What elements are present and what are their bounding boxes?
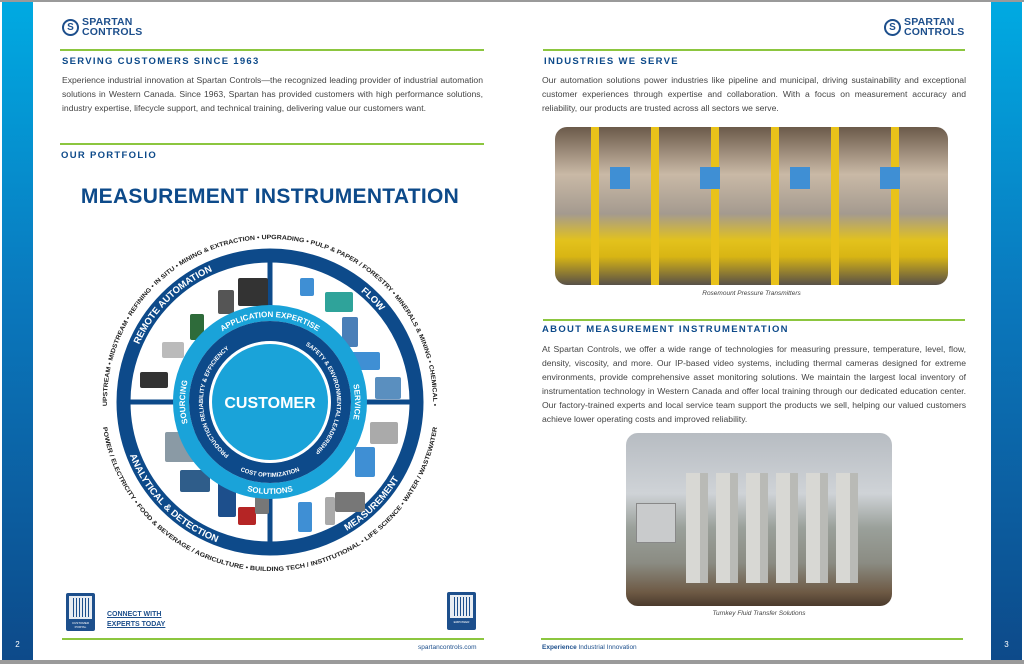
page-number: 3 [1004, 640, 1009, 649]
divider [60, 49, 484, 51]
pressure-transmitters-photo [555, 127, 948, 285]
link-line: CONNECT WITH [107, 611, 162, 618]
product-image [375, 377, 401, 399]
empower-qr-code[interactable] [447, 592, 476, 630]
spartan-s-icon: S [884, 19, 901, 36]
section-heading: ABOUT MEASUREMENT INSTRUMENTATION [542, 324, 789, 335]
divider [543, 319, 965, 321]
product-image [140, 372, 168, 388]
product-image [335, 492, 365, 512]
industries-ring-top: UPSTREAM • MIDSTREAM • REFINING • IN SITU • MINING & EXTRACTION • UPGRADING • PULP & PAPER / FORESTRY • MINERALS & MINING • CHEMICAL • [101, 234, 439, 407]
brochure-spread [0, 2, 1024, 660]
divider [543, 49, 965, 51]
spartan-logo [884, 18, 965, 37]
page-number: 2 [15, 640, 20, 649]
product-image [162, 342, 184, 358]
spartan-s-icon: S [62, 19, 79, 36]
section-heading: OUR PORTFOLIO [61, 150, 158, 161]
portfolio-wheel [70, 202, 470, 602]
category-remote-automation: REMOTE AUTOMATION [131, 263, 214, 346]
footer-tagline [542, 644, 637, 651]
section-heading: SERVING CUSTOMERS SINCE 1963 [62, 56, 260, 67]
value-sourcing: SOURCING [177, 379, 190, 425]
tagline-bold: Experience [542, 644, 577, 651]
photo-caption: Turnkey Fluid Transfer Solutions [712, 610, 806, 617]
link-line: EXPERTS TODAY [107, 621, 166, 628]
product-image [355, 447, 375, 477]
fluid-transfer-photo [626, 433, 892, 606]
product-image [325, 292, 353, 312]
product-image [325, 497, 335, 525]
industries-ring-bottom: POWER / ELECTRICITY • FOOD & BEVERAGE / AGRICULTURE • BUILDING TECH / INSTITUTIONAL • LIFE SCIENCE • WATER / WASTEWATER [100, 426, 439, 574]
left-page-edge-bar [2, 2, 33, 660]
portfolio-title: MEASUREMENT INSTRUMENTATION [80, 185, 460, 208]
category-analytical-detection: ANALYTICAL & DETECTION [126, 452, 220, 546]
value-solutions: SOLUTIONS [246, 484, 294, 497]
tagline-rest: Industrial Innovation [578, 644, 637, 651]
benefit-cost-optimization: COST OPTIMIZATION [239, 467, 301, 480]
product-image [300, 278, 314, 296]
qr-code-icon [69, 596, 92, 619]
benefit-production-reliability: PRODUCTION RELIABILITY & EFFICIENCY [198, 345, 231, 459]
industries-paragraph: Our automation solutions power industries like pipeline and municipal, driving sustainability and exceptional customer experiences through expertise and collaboration. With a focus on measurement accuracy and reliability, our products are trusted across all sectors we serve. [542, 75, 966, 113]
logo-line: CONTROLS [904, 25, 965, 38]
divider [62, 638, 484, 640]
qr-code-icon [450, 595, 473, 618]
about-paragraph: At Spartan Controls, we offer a wide range of technologies for measuring pressure, temperature, level, flow, density, viscosity, and more. Our IP-based video systems, including thermal cameras designed for extreme environments, provide comprehensive asset monitoring solutions. We maintain the largest local inventory of instrumentation technology in Western Canada and offer local training through our dedicated education center. Our factory-trained experts and local service team support the products we sell, helping our valued customers achieve lower operating costs and improved reliability. [542, 344, 966, 424]
qr-label: CUSTOMER PORTAL [71, 621, 90, 629]
category-flow: FLOW [358, 285, 387, 314]
divider [60, 143, 484, 145]
customer-portal-qr-code[interactable] [66, 593, 95, 631]
category-measurement: MEASUREMENT [342, 474, 402, 534]
footer-url[interactable]: spartancontrols.com [418, 644, 477, 651]
right-page-edge-bar [991, 2, 1022, 660]
photo-caption: Rosemount Pressure Transmitters [702, 290, 801, 297]
divider [541, 638, 963, 640]
product-image [370, 422, 398, 444]
product-image [238, 278, 268, 306]
product-image [218, 290, 234, 314]
value-service: SERVICE [351, 383, 363, 421]
product-image [238, 507, 256, 525]
logo-line: SPARTAN [904, 16, 955, 28]
spartan-logo [62, 18, 143, 37]
qr-label: EMPOWER [453, 620, 470, 624]
value-application-expertise: APPLICATION EXPERTISE [218, 310, 322, 334]
logo-line: SPARTAN [82, 16, 133, 28]
section-heading: INDUSTRIES WE SERVE [544, 56, 679, 67]
intro-paragraph: Experience industrial innovation at Spartan Controls—the recognized leading provider of industrial automation solutions in Western Canada. Since 1963, Spartan has provided customers with high performance solutions, industry expertise, lifecycle support, and technical training, delivering value our customers want. [62, 75, 483, 113]
customer-label: CUSTOMER [224, 395, 316, 412]
product-image [298, 502, 312, 532]
logo-line: CONTROLS [82, 25, 143, 38]
connect-with-experts-link[interactable] [107, 610, 165, 630]
benefit-safety-environmental: SAFETY & ENVIRONMENTAL LEADERSHIP [304, 341, 342, 455]
